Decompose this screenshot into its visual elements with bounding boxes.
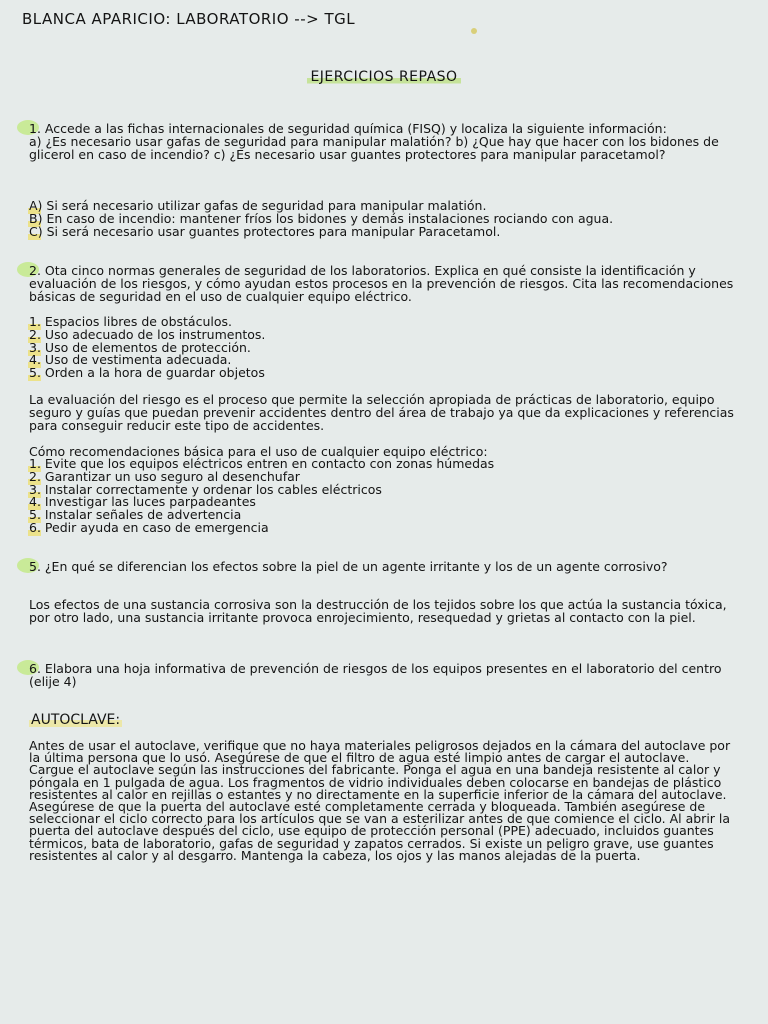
list-item: 1. Evite que los equipos eléctricos entren en contacto con zonas húmedas xyxy=(29,456,495,471)
page-title-text: EJERCICIOS REPASO xyxy=(307,69,460,85)
list-item: A) Si será necesario utilizar gafas de seguridad para manipular malatión. xyxy=(29,198,487,213)
list-item: 3. Instalar correctamente y ordenar los cables eléctricos xyxy=(29,481,382,497)
list-item: 5. Instalar señales de advertencia xyxy=(29,507,242,523)
autoclave-title: AUTOCLAVE: xyxy=(31,712,121,728)
list-item: 1. Espacios libres de obstáculos. xyxy=(29,314,232,329)
question-6-text: Elabora una hoja informativa de prevención de riesgos de los equipos presentes en el laboratorio del centro (elije 4) xyxy=(29,661,722,689)
electric-recommendations xyxy=(29,458,734,535)
document-header: BLANCA APARICIO: LABORATORIO --> TGL xyxy=(22,10,356,28)
list-item: B) En caso de incendio: mantener fríos los bidones y demás instalaciones rociando con agua. xyxy=(29,210,614,226)
list-item: 5. Orden a la hora de guardar objetos xyxy=(29,365,265,381)
page-title xyxy=(0,66,768,85)
autoclave-paragraph: Antes de usar el autoclave, verifique que no haya materiales peligrosos dejados en la cámara del autoclave por la última persona que lo usó. Asegúrese de que el filtro de agua esté limpio antes de cargar el autoclave. Cargue el autoclave según las instrucciones del fabricante. Ponga el agua en una bandeja resistente al calor y póngala en 1 pulgada de agua. Los fragmentos de vidrio individuales deben colocarse en bandejas de plástico resistentes al calor en rejillas o estantes y no directamente en la superficie inferior de la cámara del autoclave. Asegúrese de que la puerta del autoclave esté completamente cerrada y bloqueada. También asegúrese de seleccionar el ciclo correcto para los artículos que se van a esterilizar antes de que comience el ciclo. Al abrir la puerta del autoclave después del ciclo, use equipo de protección personal (PPE) adecuado, incluidos guantes térmicos, bata de laboratorio, gafas de seguridad y zapatos cerrados. Si existe un peligro grave, use guantes resistentes al calor y al desgarro. Mantenga la cabeza, los ojos y las manos alejadas de la puerta. xyxy=(29,738,731,863)
list-item: C) Si será necesario usar guantes protectores para manipular Paracetamol. xyxy=(29,223,501,239)
question-6-number: 6. xyxy=(29,661,41,676)
question-1 xyxy=(29,123,734,161)
question-2-text: Ota cinco normas generales de seguridad de los laboratorios. Explica en qué consiste la identificación y evaluación de los riesgos, y cómo ayudan estos procesos en la prevención de riesgos. Cita las recomendaciones básicas de seguridad en el uso de cualquier equipo eléctrico. xyxy=(29,263,734,304)
question-2 xyxy=(29,265,734,303)
question-2-number: 2. xyxy=(29,263,41,278)
question-1-text: Accede a las fichas internacionales de seguridad química (FISQ) y localiza la siguiente información: xyxy=(44,121,667,136)
electric-intro: Cómo recomendaciones básica para el uso de cualquier equipo eléctrico: xyxy=(29,444,488,459)
list-item: 4. Uso de vestimenta adecuada. xyxy=(29,352,232,368)
list-item: 3. Uso de elementos de protección. xyxy=(29,339,251,355)
list-item: 6. Pedir ayuda en caso de emergencia xyxy=(29,519,269,535)
question-1-number: 1. xyxy=(29,121,41,136)
list-item: 2. Garantizar un uso seguro al desenchufar xyxy=(29,468,300,484)
question-5-text: ¿En qué se diferencian los efectos sobre la piel de un agente irritante y los de un agente corrosivo? xyxy=(44,559,668,574)
list-item: 4. Investigar las luces parpadeantes xyxy=(29,494,256,510)
question-5-number: 5. xyxy=(29,559,41,574)
question-5-answer: Los efectos de una sustancia corrosiva son la destrucción de los tejidos sobre los que actúa la sustancia tóxica, por otro lado, una sustancia irritante provoca enrojecimiento, resequedad y grietas al contacto con la piel. xyxy=(29,597,727,625)
decorative-dot xyxy=(471,28,477,34)
question-1-subquestions: a) ¿Es necesario usar gafas de seguridad para manipular malatión? b) ¿Que hay que hacer con los bidones de glicerol en caso de incendio? c) ¿Es necesario usar guantes protectores para manipular paracetamol? xyxy=(29,133,719,162)
question-1-answers xyxy=(29,200,734,238)
question-6 xyxy=(29,663,734,689)
list-item: 2. Uso adecuado de los instrumentos. xyxy=(29,326,266,342)
question-2-norms xyxy=(29,316,734,380)
risk-evaluation-paragraph: La evaluación del riesgo es el proceso que permite la selección apropiada de prácticas de laboratorio, equipo seguro y guías que puedan prevenir accidentes dentro del área de trabajo ya que da explicaciones y referencias para conseguir reducir este tipo de accidentes. xyxy=(29,392,734,433)
question-5 xyxy=(29,561,734,574)
